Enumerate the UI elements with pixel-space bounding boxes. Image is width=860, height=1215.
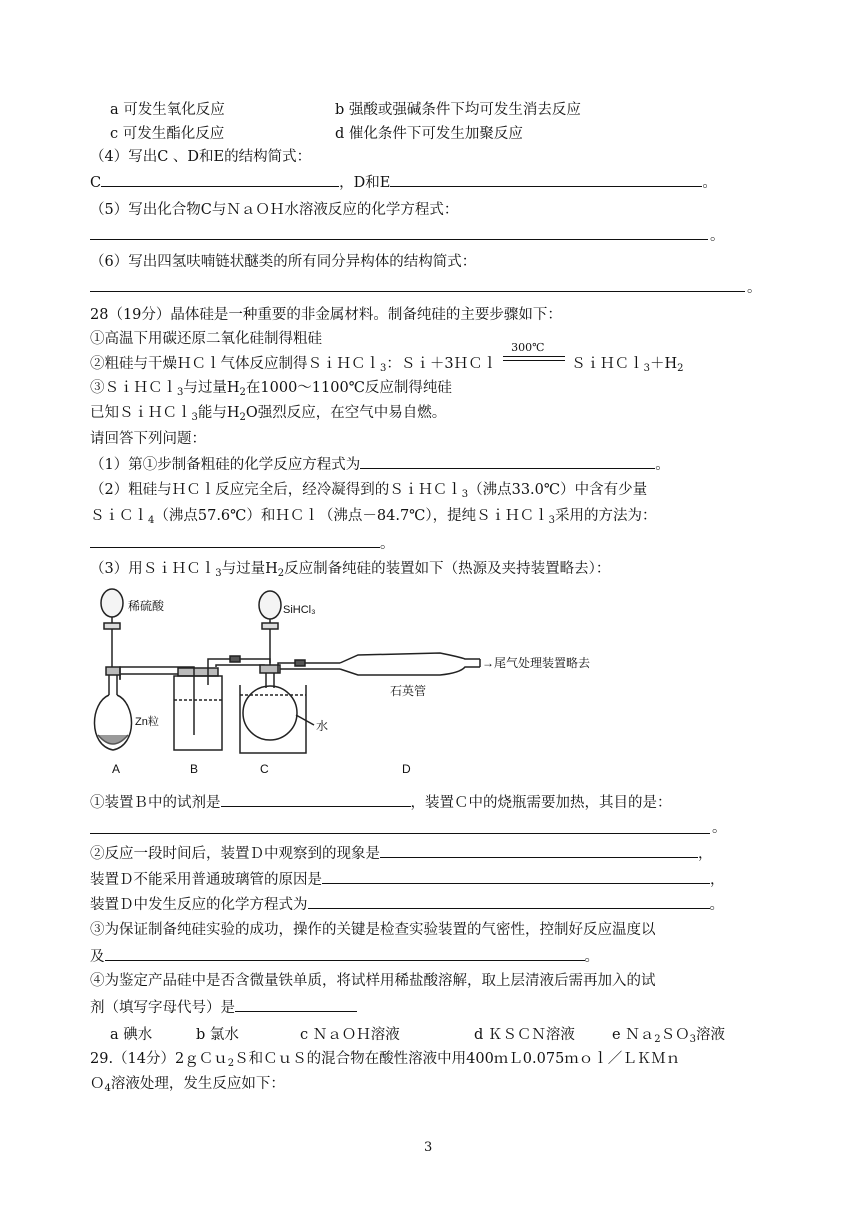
subscript: 3 xyxy=(215,568,222,579)
answer-blank-c[interactable] xyxy=(101,172,339,187)
text: 反应制备纯硅的装置如下（热源及夹持装置略去）： xyxy=(284,561,611,577)
subscript: 2 xyxy=(677,363,684,374)
label-B: B xyxy=(190,762,199,776)
text: 及 xyxy=(90,949,105,965)
label-de: ，D和E xyxy=(339,175,391,191)
answer-rule-part6[interactable] xyxy=(90,291,745,292)
answer-blank-reason[interactable] xyxy=(322,869,710,884)
text: 能与H xyxy=(197,405,240,421)
apparatus-d xyxy=(340,653,480,675)
text: ①装置Ｂ中的试剂是 xyxy=(90,795,221,811)
text: 与过量H xyxy=(183,380,240,396)
q28-sub2c xyxy=(90,894,724,915)
apparatus-b xyxy=(174,667,222,750)
apparatus-diagram xyxy=(90,585,650,780)
answer-rule-part5[interactable] xyxy=(90,239,708,240)
q28-sub1 xyxy=(90,792,672,813)
label-C: C xyxy=(260,762,269,776)
text: （2）粗硅与ＨＣｌ反应完全后，经冷凝得到的ＳｉＨＣｌ xyxy=(90,482,462,498)
period: 。 xyxy=(747,280,762,296)
text: Ｓ和ＣｕＳ的混合物在酸性溶液中用400ｍＬ0.075ｍｏｌ／ＬＫＭｎ xyxy=(234,1051,681,1067)
text: Ｏ xyxy=(90,1076,105,1092)
q28-part3 xyxy=(90,559,610,584)
q28-sub3a: ③为保证制备纯硅实验的成功，操作的关键是检查实验装置的气密性，控制好反应温度以 xyxy=(90,922,656,938)
answer-blank-reagent-choice[interactable] xyxy=(235,997,357,1012)
text: 29.（14分）2ｇＣｕ xyxy=(90,1051,228,1067)
subscript: 3 xyxy=(461,489,469,500)
q28-step2 xyxy=(90,341,684,379)
label-tail-gas: →尾气处理装置略去 xyxy=(482,656,591,670)
answer-blank-de[interactable] xyxy=(390,172,702,187)
subscript: 3 xyxy=(548,515,556,526)
text: ：Ｓｉ＋3ＨＣｌ xyxy=(386,356,498,372)
period: 。 xyxy=(712,820,727,836)
answer-blank-key-operation[interactable] xyxy=(105,946,585,961)
label-dilute-acid: 稀硫酸 xyxy=(128,599,165,613)
text: 与过量H xyxy=(221,561,278,577)
label-A: A xyxy=(112,762,121,776)
option-b: b 强酸或强碱条件下均可发生消去反应 xyxy=(335,102,581,118)
text: 装置Ｄ中发生反应的化学方程式为 xyxy=(90,897,308,913)
text: 已知ＳｉＨＣｌ xyxy=(90,405,192,421)
text: 装置Ｄ不能采用普通玻璃管的原因是 xyxy=(90,872,322,888)
q29-line2 xyxy=(90,1074,285,1099)
q28-part2-answer xyxy=(90,533,395,554)
answer-blank-equation-d[interactable] xyxy=(308,894,710,909)
q28-sub3b xyxy=(90,946,599,967)
q28-part2-line1 xyxy=(90,480,647,505)
q28-part2-line2 xyxy=(90,506,657,531)
period: 。 xyxy=(710,228,725,244)
q28-intro: 28（19分）晶体硅是一种重要的非金属材料。制备纯硅的主要步骤如下： xyxy=(90,307,562,323)
subscript: 2 xyxy=(239,387,246,398)
subscript: 2 xyxy=(239,412,246,423)
text: 采用的方法为： xyxy=(555,508,657,524)
label-zn: Zn粒 xyxy=(135,716,159,728)
apparatus-a xyxy=(94,589,131,750)
q27-part5: （5）写出化合物C与ＮａＯＨ水溶液反应的化学方程式： xyxy=(90,202,459,218)
text: ＳｉＣｌ xyxy=(90,508,148,524)
subscript: 3 xyxy=(177,387,184,398)
reagent-b: b 氯水 xyxy=(196,1027,239,1043)
text: 剂（填写字母代号）是 xyxy=(90,1000,235,1016)
period: 。 xyxy=(380,536,395,552)
page-number: 3 xyxy=(424,1140,433,1155)
q29-line1 xyxy=(90,1049,680,1074)
answer-blank-part2[interactable] xyxy=(90,533,380,548)
label-quartz-tube: 石英管 xyxy=(390,684,427,698)
subscript: 2 xyxy=(654,1034,661,1045)
q27-part4-answer-line xyxy=(90,172,717,193)
q28-step3 xyxy=(90,378,452,403)
answer-blank-part1[interactable] xyxy=(360,454,655,469)
reagent-e xyxy=(612,1023,725,1045)
text: （沸点33.0℃）中含有少量 xyxy=(468,482,648,498)
label-D: D xyxy=(402,762,411,776)
subscript: 4 xyxy=(104,1083,111,1094)
text: ②反应一段时间后，装置Ｄ中观察到的现象是 xyxy=(90,846,380,862)
subscript: 3 xyxy=(643,363,650,374)
label-water: 水 xyxy=(316,719,329,733)
reagent-c: c ＮａＯＨ溶液 xyxy=(300,1027,400,1043)
q28-sub4b xyxy=(90,997,357,1018)
text: （沸点57.6℃）和ＨＣｌ（沸点－84.7℃），提纯ＳｉＨＣｌ xyxy=(154,508,549,524)
text: （3）用ＳｉＨＣｌ xyxy=(90,561,216,577)
answer-rule-heat-purpose[interactable] xyxy=(90,833,710,834)
text: ，装置Ｃ中的烧瓶需要加热，其目的是： xyxy=(410,795,672,811)
q28-part1 xyxy=(90,454,670,475)
text: ＳＯ xyxy=(660,1027,690,1043)
text: （1）第①步制备粗硅的化学反应方程式为 xyxy=(90,457,361,473)
reagent-a: a 碘水 xyxy=(110,1027,153,1043)
comma: ， xyxy=(710,872,725,888)
q28-step1: ①高温下用碳还原二氧化硅制得粗硅 xyxy=(90,331,322,347)
q28-ask: 请回答下列问题： xyxy=(90,431,206,447)
q27-part6: （6）写出四氢呋喃链状醚类的所有同分异构体的结构简式： xyxy=(90,254,477,270)
text: ＳｉＨＣｌ xyxy=(571,356,644,372)
text: 溶液 xyxy=(695,1027,725,1043)
label-c: C xyxy=(90,175,102,191)
period: 。 xyxy=(655,457,670,473)
answer-blank-phenomenon[interactable] xyxy=(380,843,698,858)
text: O强烈反应，在空气中易自燃。 xyxy=(245,405,447,421)
text: 溶液处理，发生反应如下： xyxy=(110,1076,285,1092)
condition-text: 300℃ xyxy=(511,341,545,354)
option-c: c 可发生酯化反应 xyxy=(110,126,225,142)
period: 。 xyxy=(702,175,717,191)
text: ＋H xyxy=(649,356,678,372)
q28-sub2b xyxy=(90,869,725,890)
subscript: 3 xyxy=(689,1034,696,1045)
answer-blank-reagent-b[interactable] xyxy=(221,792,411,807)
label-sihcl3: SiHCl₃ xyxy=(283,604,316,616)
subscript: 4 xyxy=(148,515,155,526)
text: e Ｎａ xyxy=(612,1027,655,1043)
subscript: 3 xyxy=(191,412,198,423)
subscript: 3 xyxy=(380,363,387,374)
period: 。 xyxy=(709,897,724,913)
text: 在1000～1100℃反应制得纯硅 xyxy=(245,380,452,396)
period: 。 xyxy=(584,949,599,965)
option-a: a 可发生氧化反应 xyxy=(110,102,225,118)
option-d: d 催化条件下可发生加聚反应 xyxy=(335,126,523,142)
q28-sub4a: ④为鉴定产品硅中是否含微量铁单质，将试样用稀盐酸溶解，取上层清液后需再加入的试 xyxy=(90,973,656,989)
q28-known xyxy=(90,403,446,428)
subscript: 2 xyxy=(227,1058,235,1069)
q28-sub2a xyxy=(90,843,713,864)
comma: ， xyxy=(698,846,713,862)
subscript: 2 xyxy=(277,568,285,579)
text: ②粗硅与干燥ＨＣｌ气体反应制得ＳｉＨＣｌ xyxy=(90,356,380,372)
reaction-condition-arrow xyxy=(503,341,565,368)
reagent-d: d ＫＳＣＮ溶液 xyxy=(474,1027,575,1043)
q27-part4: （4）写出C 、D和E的结构简式： xyxy=(90,149,312,165)
text: ③ＳｉＨＣｌ xyxy=(90,380,177,396)
